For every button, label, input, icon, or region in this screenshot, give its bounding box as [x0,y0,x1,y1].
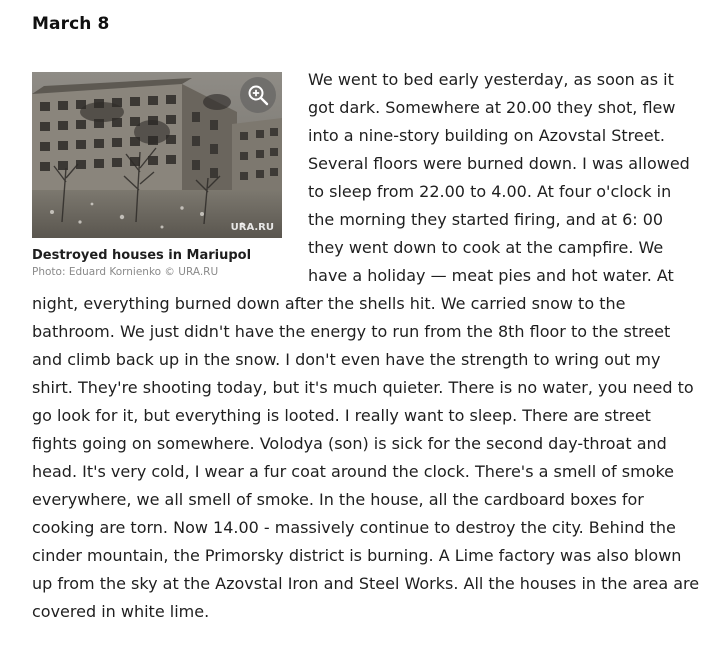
zoom-in-icon [247,84,269,106]
photo-destroyed-houses[interactable] [32,72,282,238]
photo-figure [32,72,282,278]
zoom-button[interactable] [240,77,276,113]
diary-entry-text: We went to bed early yesterday, as soon as it got dark. Somewhere at 20.00 they shot, flew into a nine-story building on Azovstal Street. Several floors were burned down. I was allowed to sleep from 22.00 to 4.00. At four o'clock in the morning they started firing, and at 6: 00 they went down to cook at the campfire. We have a holiday — meat pies and hot water. At night, everything burned down after the shells hit. We carried snow to the bathroom. We just didn't have the energy to run from the 8th floor to the street and climb back up in the snow. I don't even have the strength to wring out my shirt. They're shooting today, but it's much quieter. There is no water, you need to go look for it, but everything is looted. I really want to sleep. There are street fights going on somewhere. Volodya (son) is sick for the second day-throat and head. It's very cold, I wear a fur coat around the clock. There's a smell of smoke everywhere, we all smell of smoke. In the house, all the cardboard boxes for cooking are torn. Now 14.00 - massively continue to destroy the city. Behind the cinder mountain, the Primorsky district is burning. A Lime factory was also blown up from the sky at the Azovstal Iron and Steel Works. All the houses in the area are covered in white lime. [32,70,700,621]
photo-credit: Photo: Eduard Kornienko © URA.RU [32,266,219,278]
article [32,66,700,626]
photo-watermark: URA.RU [230,222,274,233]
date-heading: March 8 [32,14,110,34]
photo-caption: Destroyed houses in Mariupol [32,248,252,263]
